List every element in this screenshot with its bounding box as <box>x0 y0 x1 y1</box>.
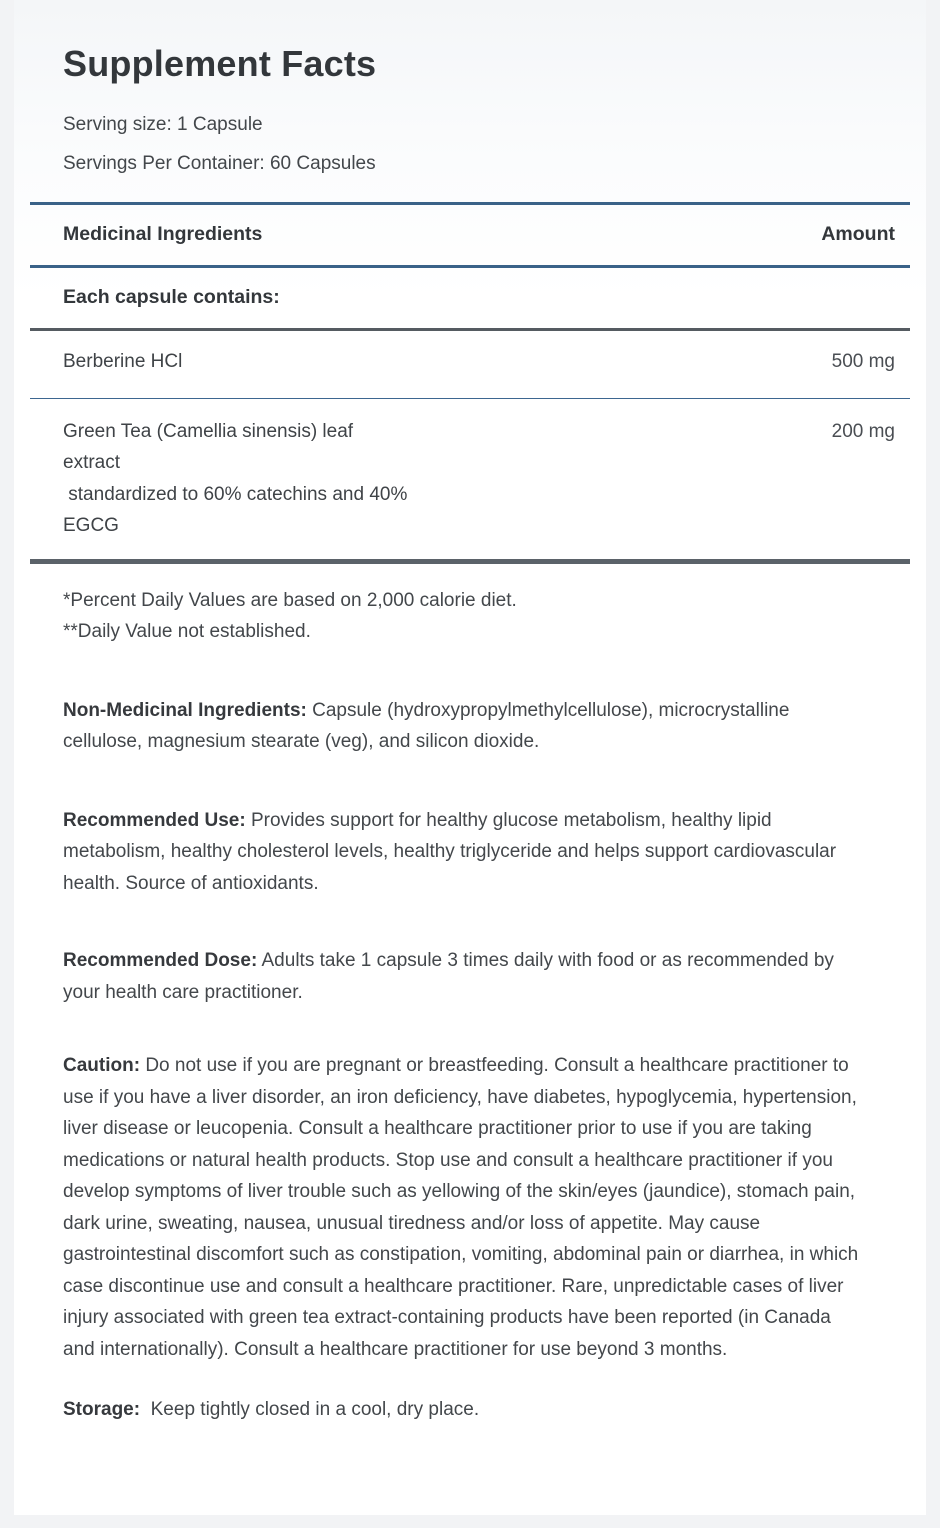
section-label: Recommended Dose: <box>63 950 258 971</box>
table-header-row <box>30 205 910 265</box>
footnote-percent-daily-values: *Percent Daily Values are based on 2,000 calorie diet. <box>63 589 517 611</box>
section-text: Do not use if you are pregnant or breastfeeding. Consult a healthcare practitioner to use if you have a liver disorder, an iron deficiency, have diabetes, hypoglycemia, hypertension, liver disease or leucopenia. Consult a healthcare practitioner prior to use if you are taking medications or natural health products. Stop use and consult a healthcare practitioner if you develop symptoms of liver trouble such as yellowing of the skin/eyes (jaundice), stomach pain, dark urine, sweating, nausea, unusual tiredness and/or loss of appetite. May cause gastrointestinal discomfort such as constipation, vomiting, abdominal pain or diarrhea, in which case discontinue use and consult a healthcare practitioner. Rare, unpredictable cases of liver injury associated with green tea extract-containing products have been reported (in Canada and internationally). Consult a healthcare practitioner for use beyond 3 months. <box>63 1055 864 1360</box>
section-caution <box>63 1050 863 1365</box>
page-title: Supplement Facts <box>63 43 377 84</box>
table-row <box>30 331 910 398</box>
section-text: Provides support for healthy glucose metabolism, healthy lipid metabolism, healthy cholesterol levels, healthy triglyceride and helps support cardiovascular health. Source of antioxidants. <box>63 809 842 894</box>
column-header-medicinal-ingredients: Medicinal Ingredients <box>63 223 263 245</box>
section-label: Storage: <box>63 1399 141 1420</box>
section-text: Adults take 1 capsule 3 times daily with food or as recommended by your health care practitioner. <box>63 950 840 1003</box>
section-label: Non-Medicinal Ingredients: <box>63 699 307 721</box>
section-recommended-use <box>63 805 863 900</box>
section-recommended-dose <box>63 945 863 1008</box>
table-group-row <box>30 268 910 328</box>
supplement-facts-panel <box>14 0 926 1515</box>
ingredient-name-line: Berberine HCl <box>63 351 183 372</box>
table-row <box>30 399 910 559</box>
footnotes <box>63 585 895 648</box>
ingredient-name-line: Green Tea (Camellia sinensis) leaf extract <box>63 420 359 473</box>
section-text: Keep tightly closed in a cool, dry place. <box>140 1399 480 1420</box>
section-text: Capsule (hydroxypropylmethylcellulose), microcrystalline cellulose, magnesium stearate (veg), and silicon dioxide. <box>63 699 795 752</box>
section-label: Caution: <box>63 1055 141 1076</box>
column-header-amount: Amount <box>821 223 895 245</box>
section-storage <box>63 1394 863 1426</box>
group-label: Each capsule contains: <box>63 286 280 308</box>
ingredient-name <box>63 346 182 378</box>
ingredient-name <box>63 416 413 542</box>
ingredient-name-line: standardized to 60% catechins and 40% EGCG <box>63 483 413 536</box>
ingredient-amount: 500 mg <box>831 351 895 372</box>
footnote-daily-value-not-established: **Daily Value not established. <box>63 621 311 642</box>
section-non-medicinal-ingredients <box>63 695 863 758</box>
section-label: Recommended Use: <box>63 809 246 831</box>
servings-per-container: Servings Per Container: 60 Capsules <box>63 153 376 174</box>
divider-gray-table-bottom <box>30 559 910 564</box>
serving-size: Serving size: 1 Capsule <box>63 114 263 135</box>
ingredient-amount: 200 mg <box>831 420 895 442</box>
